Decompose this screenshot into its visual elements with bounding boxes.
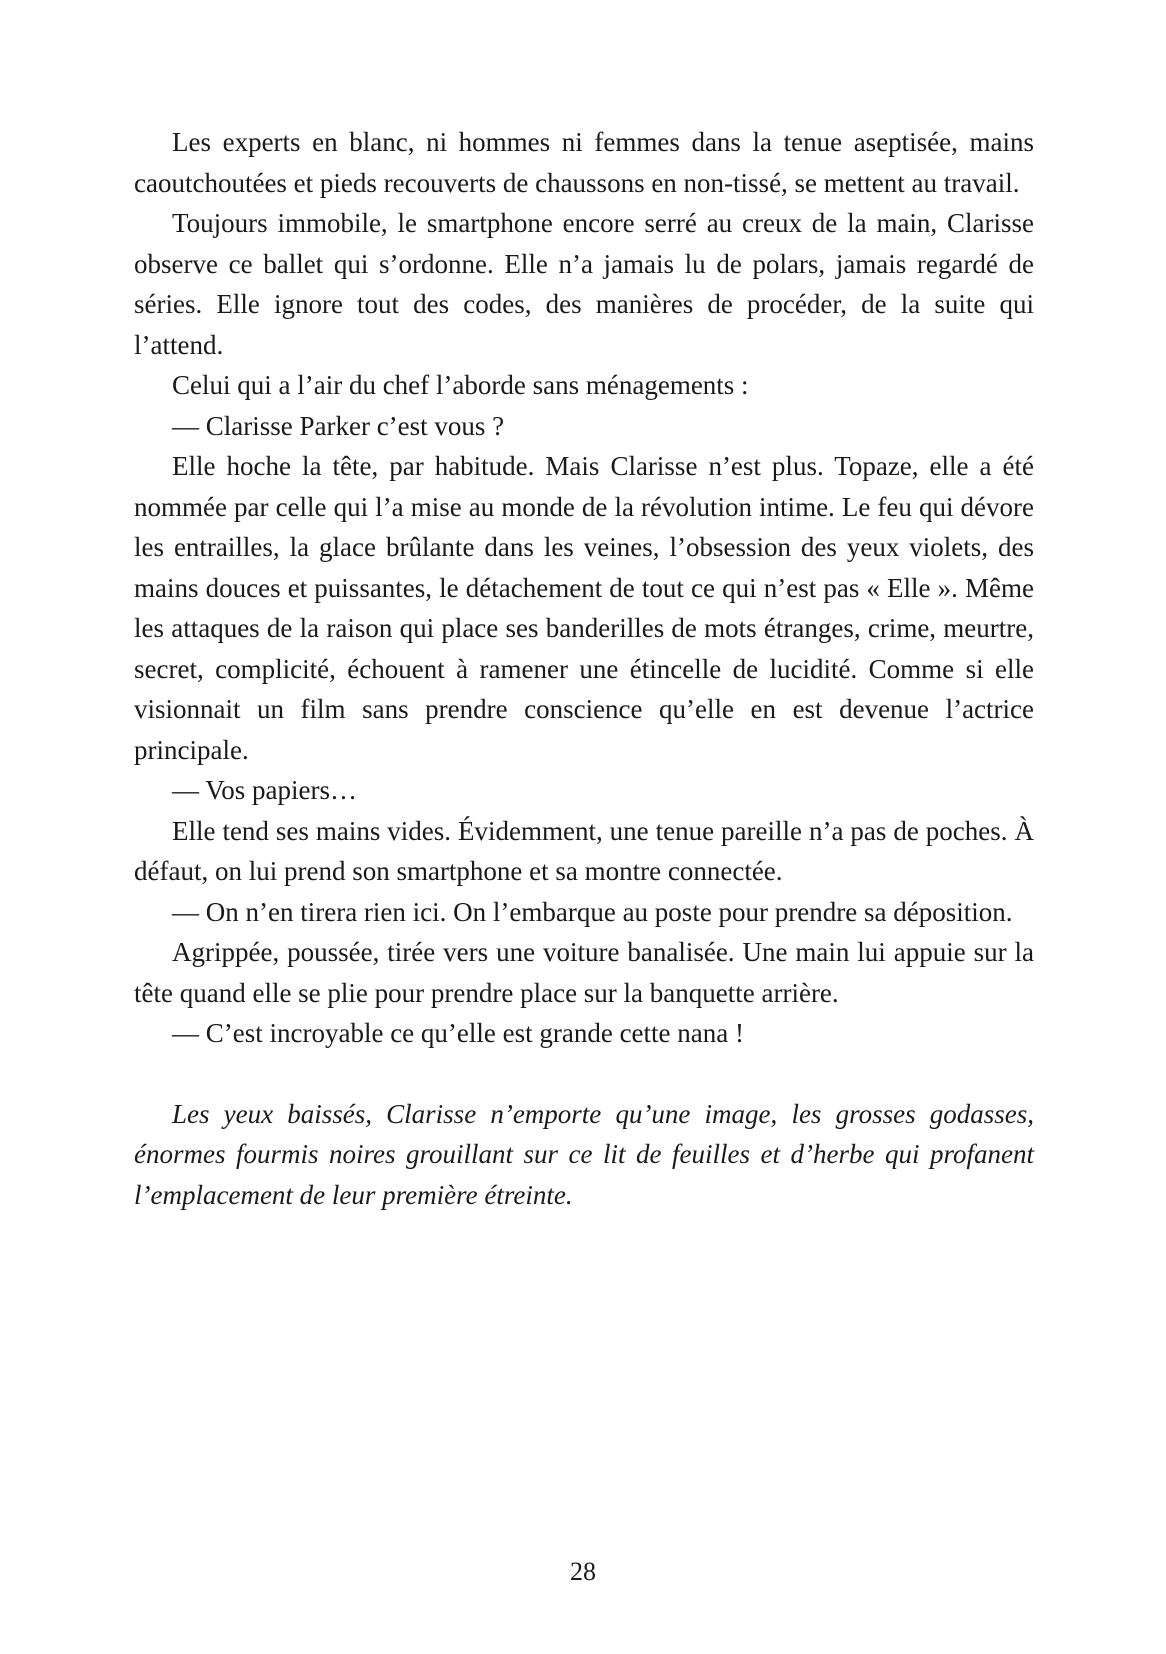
paragraph: Elle hoche la tête, par habitude. Mais Clarisse n’est plus. Topaze, elle a été nommée par celle qui l’a mise au monde de la révolution intime. Le feu qui dévore les entrailles, la glace brûlante dans les veines, l’obsession des yeux violets, des mains douces et puissantes, le détachement de tout ce qui n’est pas « Elle ». Même les attaques de la raison qui place ses banderilles de mots étranges, crime, meurtre, secret, complicité, échouent à ramener une étincelle de lucidité. Comme si elle visionnait un film sans prendre conscience qu’elle en est devenue l’actrice principale. [134,451,1034,765]
paragraph: Celui qui a l’air du chef l’aborde sans ménagements : [172,370,749,400]
dialogue-line: — C’est incroyable ce qu’elle est grande cette nana ! [172,1018,744,1048]
paragraph: Agrippée, poussée, tirée vers une voiture banalisée. Une main lui appuie sur la tête quand elle se plie pour prendre place sur la banquette arrière. [134,937,1034,1008]
italic-paragraph: Les yeux baissés, Clarisse n’emporte qu’une image, les grosses godasses, énormes fourmis noires grouillant sur ce lit de feuilles et d’herbe qui profanent l’emplacement de leur première étreinte. [134,1098,1034,1210]
body-text [134,122,1034,1215]
paragraph: Elle tend ses mains vides. Évidemment, une tenue pareille n’a pas de poches. À défaut, on lui prend son smartphone et sa montre connectée. [134,815,1034,886]
page-number: 28 [570,1557,596,1586]
dialogue-line: — Vos papiers… [172,775,358,805]
section-gap [134,1054,1034,1094]
paragraph: Les experts en blanc, ni hommes ni femmes dans la tenue aseptisée, mains caoutchoutées et pieds recouverts de chaussons en non-tissé, se mettent au travail. [134,127,1034,198]
dialogue-line: — On n’en tirera rien ici. On l’embarque au poste pour prendre sa déposition. [172,896,1013,927]
dialogue-line: — Clarisse Parker c’est vous ? [172,410,505,441]
paragraph: Toujours immobile, le smartphone encore serré au creux de la main, Clarisse observe ce ballet qui s’ordonne. Elle n’a jamais lu de polars, jamais regardé de séries. Elle ignore tout des codes, des manières de procéder, de la suite qui l’attend. [134,208,1034,360]
